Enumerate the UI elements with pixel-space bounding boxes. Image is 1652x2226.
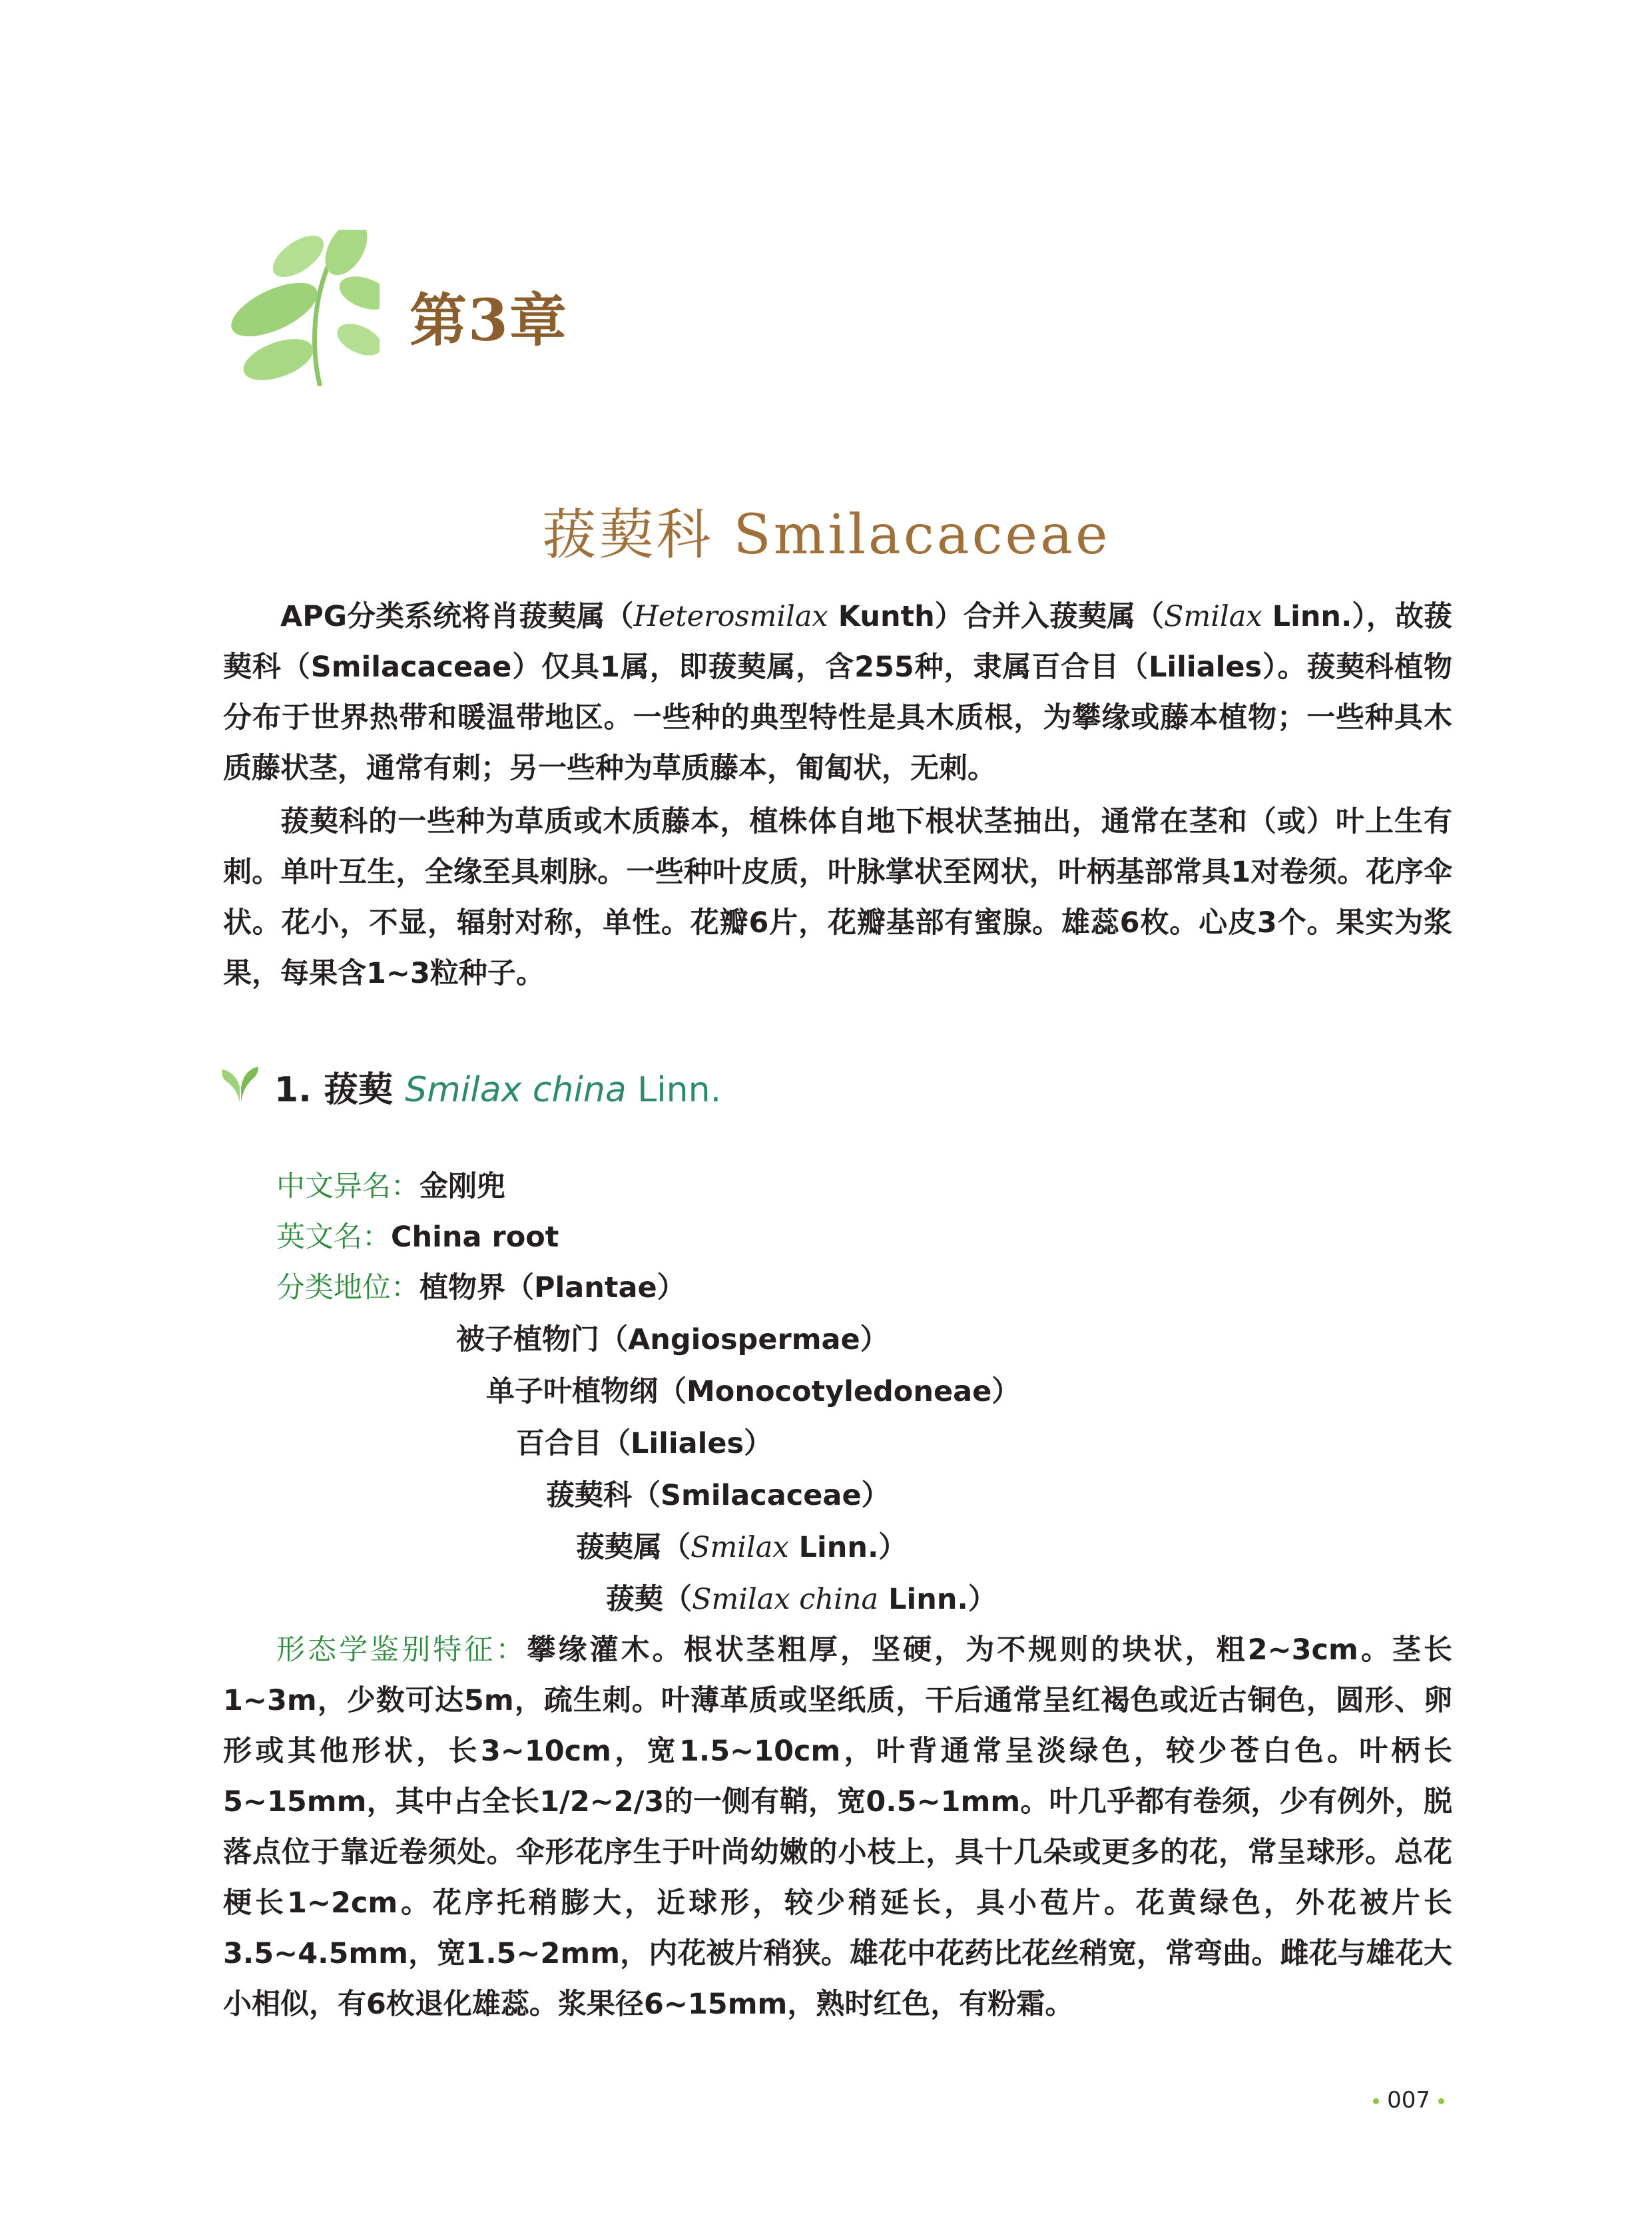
chinese-alias-line [276, 1161, 505, 1212]
taxonomy-order: 百合目（Liliales） [516, 1427, 773, 1460]
chinese-alias-value: 金刚兜 [419, 1170, 505, 1203]
morphology-paragraph [223, 1625, 1452, 2030]
page-number: 007 [1365, 2087, 1452, 2113]
taxonomy-phylum: 被子植物门（Angiospermae） [456, 1323, 889, 1356]
genus-heterosmilax: Heterosmilax [633, 600, 828, 633]
species-heading: 1. 菝葜 Smilax china Linn. [274, 1070, 722, 1110]
morphology-text: 攀缘灌木。根状茎粗厚，坚硬，为不规则的块状，粗2~3cm。茎长1~3m，少数可达5m，疏生刺。叶薄革质或坚纸质，干后通常呈红褐色或近古铜色，圆形、卵形或其他形状，长3~10cm，宽1.5~10cm，叶背通常呈淡绿色，较少苍白色。叶柄长5~15mm，其中占全长1/2~2/3的一侧有鞘，宽0.5~1mm。叶几乎都有卷须，少有例外，脱落点位于靠近卷须处。伞形花序生于叶尚幼嫩的小枝上，具十几朵或更多的花，常呈球形。总花梗长1~2cm。花序托稍膨大，近球形，较少稍延长，具小苞片。花黄绿色，外花被片长3.5~4.5mm，宽1.5~2mm，内花被片稍狭。雄花中花药比花丝稍宽，常弯曲。雌花与雄花大小相似，有6枚退化雄蕊。浆果径6~15mm，熟时红色，有粉霜。 [223, 1633, 1452, 2021]
taxonomy-class: 单子叶植物纲（Monocotyledoneae） [486, 1375, 1021, 1408]
taxonomy-kingdom: 植物界（Plantae） [419, 1271, 686, 1304]
intro-paragraph-1: APG分类系统将肖菝葜属（Heterosmilax Kunth）合并入菝葜属（Smilax Linn.），故菝葜科（Smilacaceae）仅具1属，即菝葜属，含255种，隶属百合目（Liliales）。菝葜科植物分布于世界热带和暖温带地区。一些种的典型特性是具木质根，为攀缘或藤本植物；一些种具木质藤状茎，通常有刺；另一些种为草质藤本，匍匐状，无刺。 [223, 600, 1452, 785]
dot-icon [1438, 2098, 1444, 2104]
family-title: 菝葜科 Smilacaceae [541, 503, 1111, 567]
taxonomy-line [276, 1262, 686, 1313]
chinese-alias-label: 中文异名： [276, 1170, 419, 1203]
taxonomy-family: 菝葜科（Smilacaceae） [546, 1479, 890, 1512]
sprout-icon [220, 1064, 261, 1105]
taxonomy-species: 菝葜（Smilax china Linn.） [606, 1583, 997, 1616]
dot-icon [1373, 2098, 1379, 2104]
taxonomy-genus: 菝葜属（Smilax Linn.） [576, 1531, 908, 1564]
intro-paragraph-2: 菝葜科的一些种为草质或木质藤本，植株体自地下根状茎抽出，通常在茎和（或）叶上生有刺。单叶互生，全缘至具刺脉。一些种叶皮质，叶脉掌状至网状，叶柄基部常具1对卷须。花序伞状。花小，不显，辐射对称，单性。花瓣6片，花瓣基部有蜜腺。雄蕊6枚。心皮3个。果实为浆果，每果含1~3粒种子。 [223, 805, 1452, 990]
leaf-branch-icon [220, 230, 380, 386]
english-name-label: 英文名： [276, 1221, 391, 1254]
genus-smilax: Smilax [1164, 600, 1262, 633]
english-name-value: China root [391, 1221, 559, 1254]
taxonomy-label: 分类地位： [276, 1271, 419, 1304]
morphology-label: 形态学鉴别特征： [276, 1633, 527, 1667]
english-name-line [276, 1212, 559, 1262]
species-latin-name: Smilax china [405, 1070, 627, 1110]
chapter-title: 第3章 [410, 287, 568, 354]
species-author: Linn. [626, 1070, 722, 1110]
